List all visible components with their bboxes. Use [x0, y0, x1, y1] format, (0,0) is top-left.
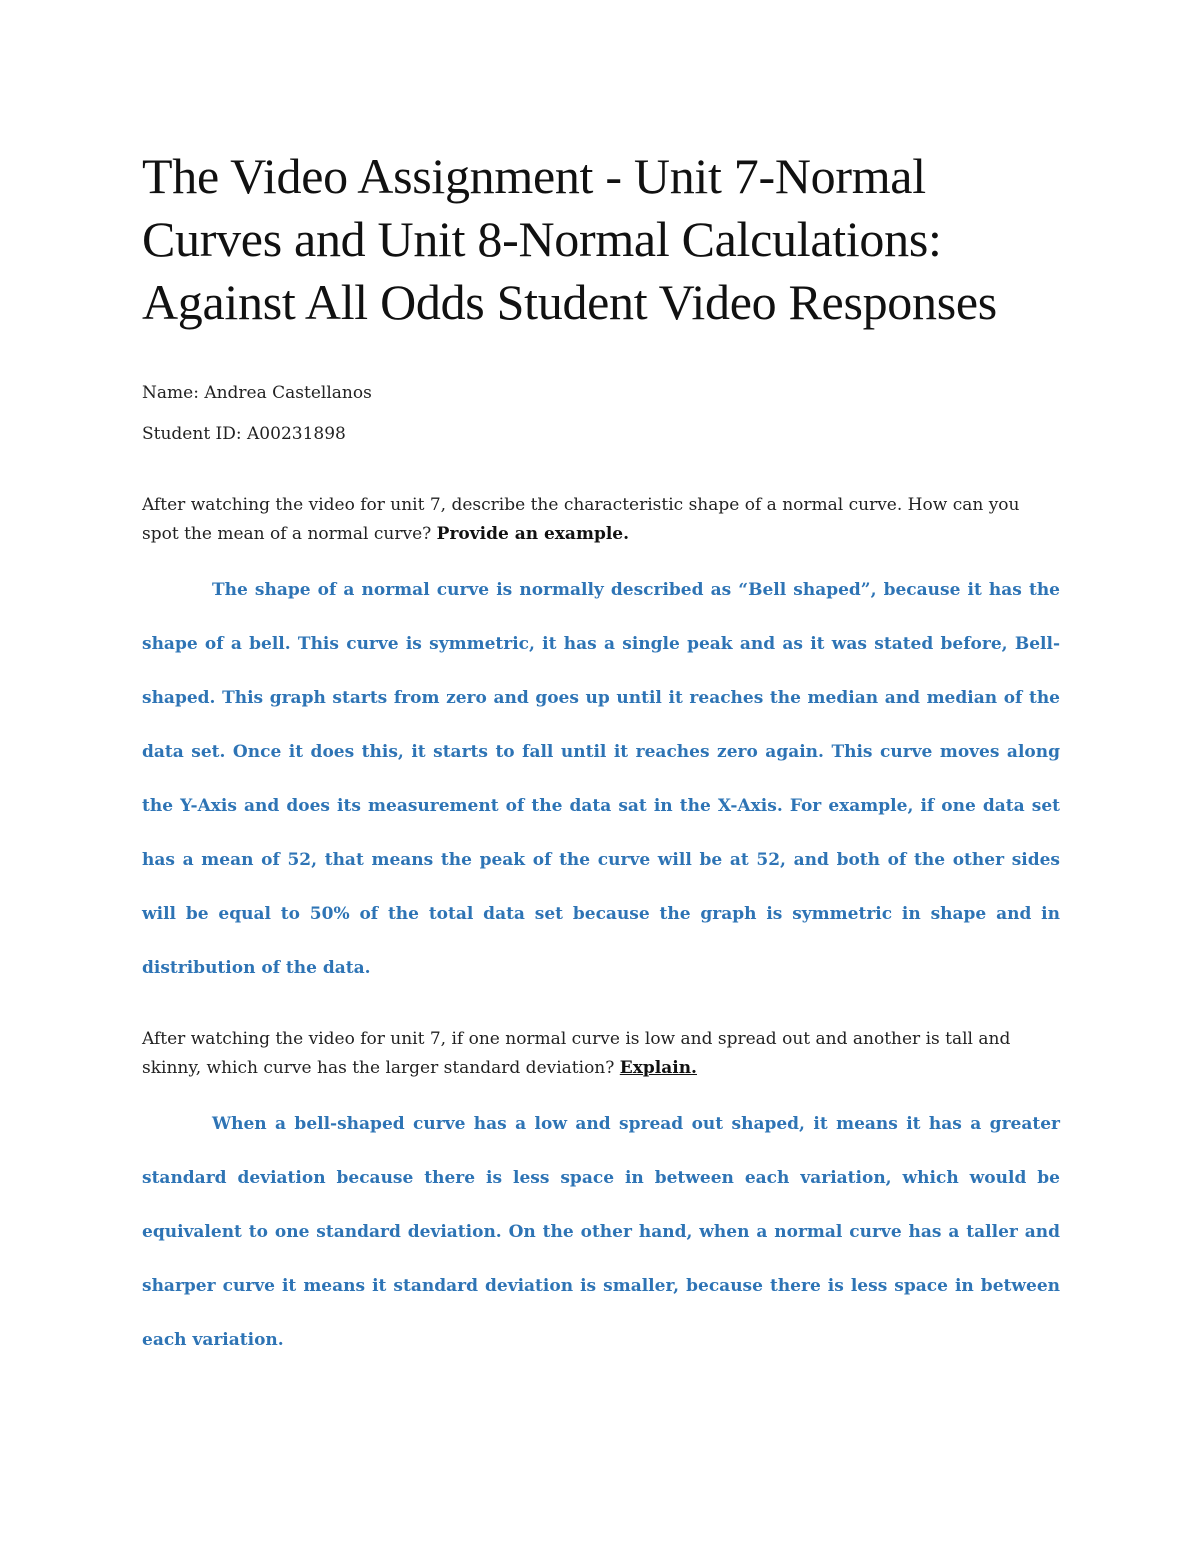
document-title: The Video Assignment - Unit 7-Normal Curves and Unit 8-Normal Calculations: Against All Odds Student Video Responses [142, 148, 997, 330]
student-id: Student ID: A00231898 [142, 424, 346, 444]
question-1 [142, 491, 1060, 549]
answer-2: When a bell-shaped curve has a low and spread out shaped, it means it has a greater standard deviation because there is less space in between each variation, which would be equivalent to one standard deviation. On the other hand, when a normal curve has a taller and sharper curve it means it standard deviation is smaller, because there is less space in between each variation. [142, 1114, 1060, 1350]
question-2-prompt: After watching the video for unit 7, if one normal curve is low and spread out and another is tall and skinny, which curve has the larger standard deviation? [142, 1029, 1011, 1078]
question-2 [142, 1025, 1060, 1083]
question-2-emphasis: Explain. [619, 1058, 697, 1078]
answer-1: The shape of a normal curve is normally described as “Bell shaped”, because it has the shape of a bell. This curve is symmetric, it has a single peak and as it was stated before, Bell-shaped. This graph starts from zero and goes up until it reaches the median and median of the data set. Once it does this, it starts to fall until it reaches zero again. This curve moves along the Y-Axis and does its measurement of the data sat in the X-Axis. For example, if one data set has a mean of 52, that means the peak of the curve will be at 52, and both of the other sides will be equal to 50% of the total data set because the graph is symmetric in shape and in distribution of the data. [142, 580, 1060, 978]
question-1-emphasis: Provide an example. [436, 524, 630, 544]
student-name: Name: Andrea Castellanos [142, 383, 372, 403]
document-page [142, 145, 1060, 1367]
question-1-prompt: After watching the video for unit 7, describe the characteristic shape of a normal curve. How can you spot the mean of a normal curve? [142, 495, 1020, 544]
